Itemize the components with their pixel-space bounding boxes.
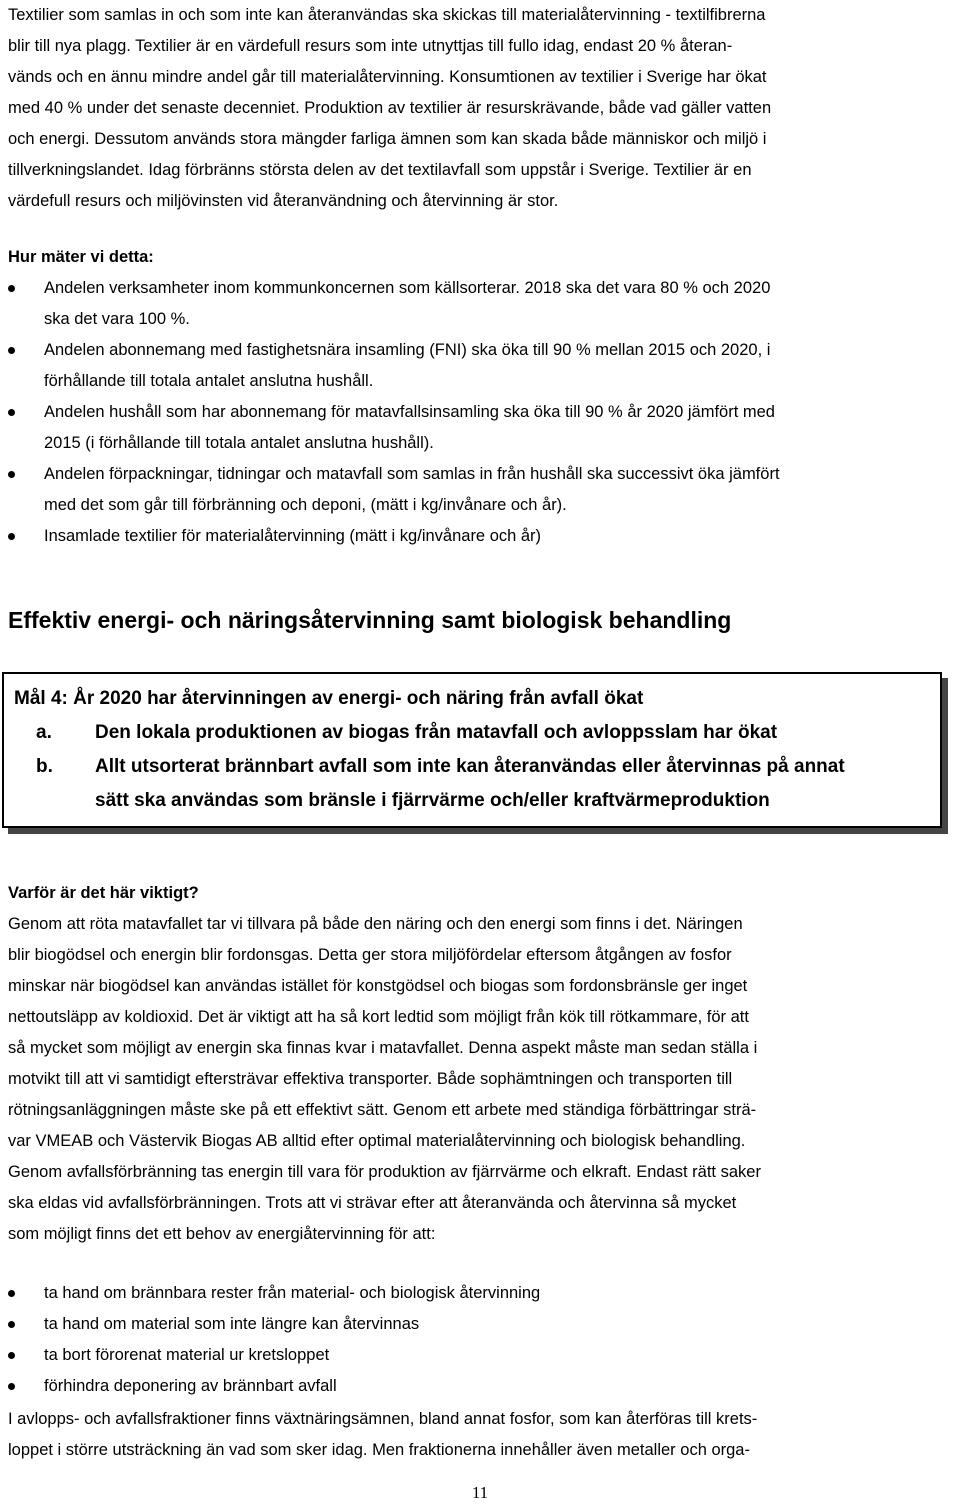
text-line: nettoutsläpp av koldioxid. Det är viktigt att ha så kort ledtid som möjligt från kök till rötkammare, för att: [8, 1008, 749, 1026]
bullet-icon: [8, 1371, 18, 1402]
goal-item-a-text: Den lokala produktionen av biogas från matavfall och avloppsslam har ökat: [95, 722, 778, 743]
bullet-icon: [8, 1340, 18, 1371]
text-line: så mycket som möjligt av energin ska finnas kvar i matavfallet. Denna aspekt måste man sedan ställa i: [8, 1039, 758, 1057]
goal-item-b-continued: sätt ska användas som bränsle i fjärrvärme och/eller kraftvärmeproduktion: [95, 790, 770, 811]
goal-title: Mål 4: År 2020 har återvinningen av energi- och näring från avfall ökat: [14, 688, 644, 709]
measure-section: [8, 242, 780, 552]
bullet-icon: [8, 273, 18, 304]
text-line: rötningsanläggningen måste ske på ett effektivt sätt. Genom ett arbete med ständiga förbättringar strä-: [8, 1101, 757, 1119]
text-line: I avlopps- och avfallsfraktioner finns växtnäringsämnen, bland annat fosfor, som kan återföras till krets-: [8, 1410, 758, 1428]
bullet-icon: [8, 335, 18, 366]
goal-box: [2, 672, 942, 828]
text-line: med 40 % under det senaste decenniet. Produktion av textilier är resurskrävande, både vad gäller vatten: [8, 99, 772, 117]
text-line: vänds och en ännu mindre andel går till materialåtervinning. Konsumtionen av textilier i Sverige har ökat: [8, 68, 767, 86]
text-line: tillverkningslandet. Idag förbränns största delen av det textilavfall som uppstår i Sverige. Textilier är en: [8, 161, 752, 179]
bullet-icon: [8, 521, 18, 552]
list-item: Andelen förpackningar, tidningar och matavfall som samlas in från hushåll ska successivt öka jämfört med det som går till förbränning och deponi, (mätt i kg/invånare och år).: [8, 459, 780, 521]
text-line: Genom att röta matavfallet tar vi tillvara på både den näring och den energi som finns i det. Näringen: [8, 915, 743, 933]
page-number: 11: [471, 1483, 489, 1502]
section-heading: Effektiv energi- och näringsåtervinning samt biologisk behandling: [8, 607, 732, 633]
text-line: och energi. Dessutom används stora mängder farliga ämnen som kan skada både människor och miljö i: [8, 130, 767, 148]
goal-item-b: [14, 750, 845, 784]
text-line: blir till nya plagg. Textilier är en värdefull resurs som inte utnyttjas till fullo idag, endast 20 % återan-: [8, 37, 733, 55]
bullet-icon: [8, 397, 18, 428]
goal-item-a-marker: a.: [36, 722, 52, 743]
list-item: Insamlade textilier för materialåtervinning (mätt i kg/invånare och år): [8, 521, 780, 552]
list-item: ta bort förorenat material ur kretsloppet: [8, 1340, 540, 1371]
text-line: loppet i större utsträckning än vad som sker idag. Men fraktionerna innehåller även metaller och orga-: [8, 1441, 750, 1459]
text-line: värdefull resurs och miljövinsten vid återanvändning och återvinning är stor.: [8, 192, 559, 210]
measure-heading: Hur mäter vi detta:: [8, 248, 154, 266]
goal-item-a: [14, 716, 845, 750]
measure-list: [8, 273, 780, 552]
tail-paragraph: [8, 1404, 757, 1466]
why-heading: Varför är det här viktigt?: [8, 884, 199, 902]
goal-item-b-marker: b.: [36, 756, 53, 777]
list-item: Andelen verksamheter inom kommunkoncernen som källsorterar. 2018 ska det vara 80 % och 2020 ska det vara 100 %.: [8, 273, 780, 335]
list-item: ta hand om material som inte längre kan återvinnas: [8, 1309, 540, 1340]
list-item: Andelen hushåll som har abonnemang för matavfallsinsamling ska öka till 90 % år 2020 jämfört med 2015 (i förhållande till totala antalet anslutna hushåll).: [8, 397, 780, 459]
bullet-icon: [8, 1309, 18, 1340]
text-line: minskar när biogödsel kan användas istället för konstgödsel och biogas som fordonsbränsle ger inget: [8, 977, 748, 995]
list-item: Andelen abonnemang med fastighetsnära insamling (FNI) ska öka till 90 % mellan 2015 och 2020, i förhållande till totala antalet anslutna hushåll.: [8, 335, 780, 397]
text-line: var VMEAB och Västervik Biogas AB alltid efter optimal materialåtervinning och biologisk behandling.: [8, 1132, 746, 1150]
why-list: [8, 1278, 540, 1402]
bullet-icon: [8, 459, 18, 490]
text-line: motvikt till att vi samtidigt eftersträvar effektiva transporter. Både sophämtningen och transporten till: [8, 1070, 733, 1088]
text-line: som möjligt finns det ett behov av energiåtervinning för att:: [8, 1225, 436, 1243]
bullet-icon: [8, 1278, 18, 1309]
text-line: blir biogödsel och energin blir fordonsgas. Detta ger stora miljöfördelar eftersom åtgången av fosfor: [8, 946, 732, 964]
text-line: Genom avfallsförbränning tas energin till vara för produktion av fjärrvärme och elkraft. Endast rätt saker: [8, 1163, 761, 1181]
list-item: förhindra deponering av brännbart avfall: [8, 1371, 540, 1402]
list-item: ta hand om brännbara rester från material- och biologisk återvinning: [8, 1278, 540, 1309]
text-line: ska eldas vid avfallsförbränningen. Trots att vi strävar efter att återanvända och återvinna så mycket: [8, 1194, 737, 1212]
text-line: Textilier som samlas in och som inte kan återanvändas ska skickas till materialåtervinning - textilfibrerna: [8, 6, 766, 24]
goal-item-b-text: Allt utsorterat brännbart avfall som inte kan återanvändas eller återvinnas på annat: [95, 756, 845, 777]
intro-paragraph: [8, 0, 771, 217]
why-section: [8, 878, 761, 1250]
